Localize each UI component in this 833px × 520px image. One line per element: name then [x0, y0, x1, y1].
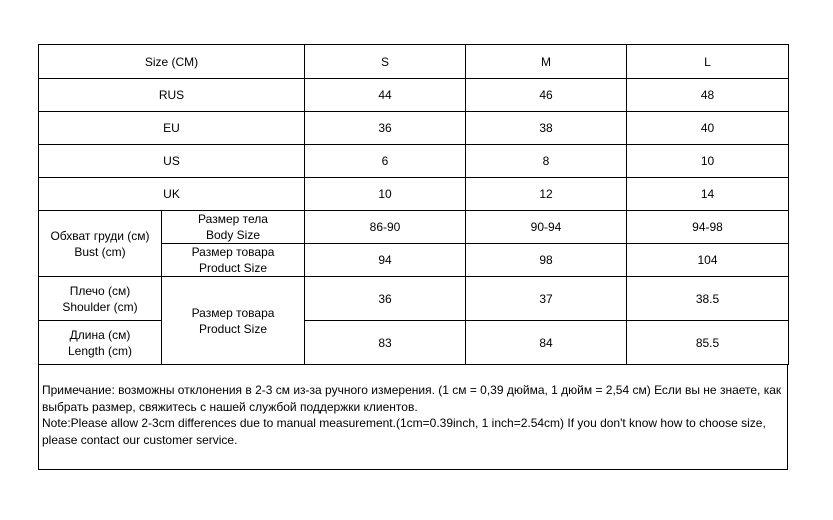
cell-value: 8 — [466, 145, 627, 178]
size-m-header: M — [466, 45, 627, 79]
cell-value: 14 — [627, 178, 789, 211]
cell-value: 104 — [627, 244, 789, 277]
product-size-label-ru: Размер товара — [191, 245, 275, 259]
length-label-ru: Длина (см) — [69, 327, 131, 342]
shoulder-row — [39, 277, 789, 321]
cell-value: 37 — [466, 277, 627, 321]
note-english: Note:Please allow 2-3cm differences due to manual measurement.(1cm=0.39inch, 1 inch=2.54cm) If you don't know how to choose size, please contact our customer service. — [42, 416, 770, 447]
row-label: EU — [39, 112, 305, 145]
cell-value: 85.5 — [627, 321, 789, 365]
cell-value: 10 — [627, 145, 789, 178]
cell-value: 98 — [466, 244, 627, 277]
row-label: US — [39, 145, 305, 178]
cell-value: 12 — [466, 178, 627, 211]
product-size-label — [162, 277, 305, 365]
size-l-header: L — [627, 45, 789, 79]
body-size-label-en: Body Size — [205, 228, 261, 242]
shoulder-label — [39, 277, 162, 321]
size-cm-header: Size (CM) — [39, 45, 305, 79]
product-size-label-ru: Размер товара — [191, 305, 275, 320]
shoulder-label-ru: Плечо (см) — [69, 283, 131, 298]
cell-value: 48 — [627, 79, 789, 112]
bust-body-row — [39, 211, 789, 244]
cell-value: 90-94 — [466, 211, 627, 244]
cell-value: 86-90 — [305, 211, 466, 244]
note-russian: Примечание: возможны отклонения в 2-3 см из-за ручного измерения. (1 см = 0,39 дюйма, 1 дюйм = 2,54 см) Если вы не знаете, как выбрать размер, свяжитесь с нашей службой поддержки клиентов. — [42, 383, 785, 414]
size-s-header: S — [305, 45, 466, 79]
product-size-label — [162, 244, 305, 277]
notes-box — [38, 365, 788, 470]
size-chart-table — [38, 44, 789, 365]
cell-value: 10 — [305, 178, 466, 211]
body-size-label — [162, 211, 305, 244]
cell-value: 38.5 — [627, 277, 789, 321]
cell-value: 36 — [305, 112, 466, 145]
row-label: RUS — [39, 79, 305, 112]
cell-value: 36 — [305, 277, 466, 321]
uk-row — [39, 178, 789, 211]
eu-row — [39, 112, 789, 145]
bust-label-en: Bust (cm) — [74, 244, 126, 259]
cell-value: 84 — [466, 321, 627, 365]
cell-value: 94 — [305, 244, 466, 277]
cell-value: 83 — [305, 321, 466, 365]
bust-label-ru: Обхват груди (см) — [50, 228, 150, 243]
length-row — [39, 321, 789, 365]
cell-value: 40 — [627, 112, 789, 145]
body-size-label-ru: Размер тела — [198, 212, 268, 226]
cell-value: 94-98 — [627, 211, 789, 244]
product-size-label-en: Product Size — [198, 261, 268, 275]
cell-value: 46 — [466, 79, 627, 112]
length-label-en: Length (cm) — [67, 343, 133, 358]
bust-label — [39, 211, 162, 277]
cell-value: 6 — [305, 145, 466, 178]
shoulder-label-en: Shoulder (cm) — [62, 299, 138, 314]
cell-value: 38 — [466, 112, 627, 145]
row-label: UK — [39, 178, 305, 211]
us-row — [39, 145, 789, 178]
cell-value: 44 — [305, 79, 466, 112]
length-label — [39, 321, 162, 365]
rus-row — [39, 79, 789, 112]
header-row — [39, 45, 789, 79]
product-size-label-en: Product Size — [198, 321, 268, 336]
